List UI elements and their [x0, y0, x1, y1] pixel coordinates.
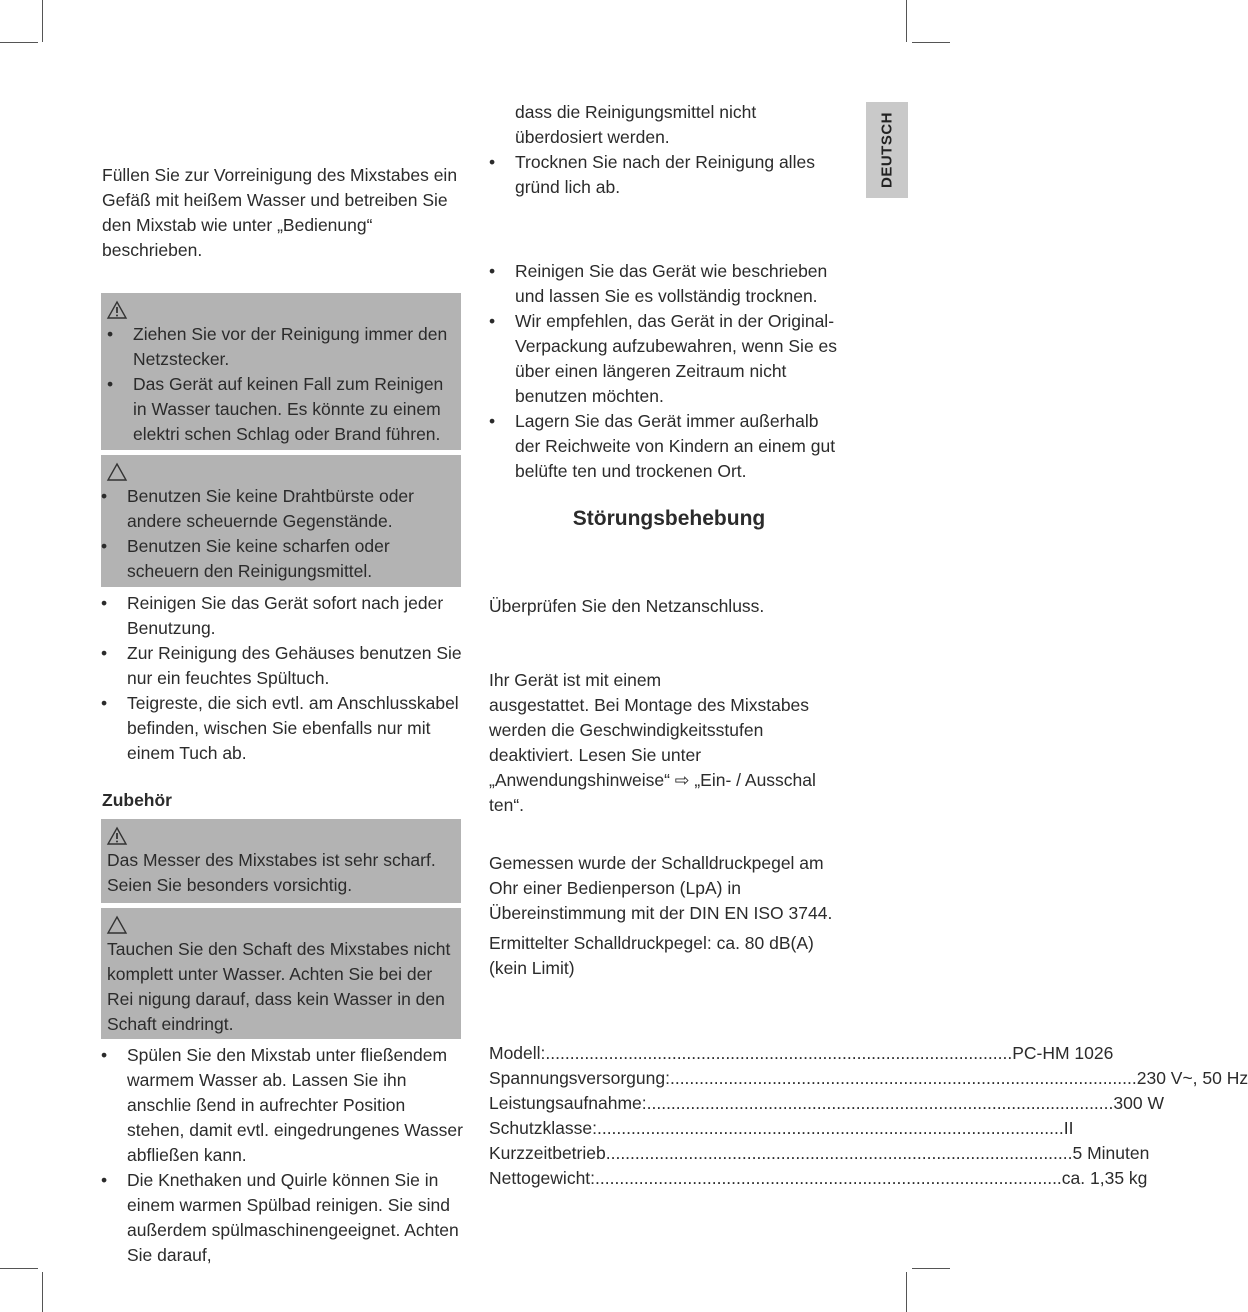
troubleshooting-heading: Störungsbehebung: [572, 507, 766, 530]
list-item: • Zur Reinigung des Gehäuses benutzen Sie nur ein feuchtes Spültuch.: [101, 641, 463, 691]
spec-label: Nettogewicht:: [489, 1168, 596, 1188]
caution-triangle-icon: [107, 461, 127, 483]
list-item: • Reinigen Sie das Gerät sofort nach jeder Benutzung.: [101, 591, 463, 641]
warning-text: Das Messer des Mixstabes ist sehr scharf. Seien Sie besonders vorsichtig.: [107, 850, 436, 895]
list-item: • Trocknen Sie nach der Reinigung alles gründ lich ab.: [489, 150, 845, 200]
spec-row: [489, 1041, 1114, 1066]
cleaning-list: [101, 591, 463, 766]
caution-item: • Benutzen Sie keine scharfen oder scheuern den Reinigungsmittel.: [101, 534, 455, 584]
language-tab: [866, 102, 908, 198]
caution-triangle-icon: [107, 914, 127, 936]
crop-mark: [906, 0, 907, 42]
spec-value: II: [1063, 1118, 1074, 1138]
warning-item: • Ziehen Sie vor der Reinigung immer den Netzstecker.: [107, 322, 455, 372]
list-item: • Teigreste, die sich evtl. am Anschlusskabel befinden, wischen Sie ebenfalls nur mit einem Tuch ab.: [101, 691, 463, 766]
continued-text: dass die Reinigungsmittel nicht überdosiert werden.: [515, 102, 757, 147]
warning-triangle-icon: [107, 299, 127, 321]
caution-box-water: [101, 908, 461, 1039]
specs-table: [489, 1041, 1248, 1191]
noise-level-paragraph: Ermittelter Schalldruckpegel: ca. 80 dB(A) (kein Limit): [489, 933, 814, 978]
spec-label: Modell:: [489, 1043, 546, 1063]
list-item: • Wir empfehlen, das Gerät in der Original-Verpackung aufzubewahren, wenn Sie es über einen längeren Zeitraum nicht benutzen möchten.: [489, 309, 845, 409]
crop-mark: [912, 42, 950, 43]
list-item: • Spülen Sie den Mixstab unter fließendem warmem Wasser ab. Lassen Sie ihn anschlie ßend in aufrechter Position stehen, damit evtl. eingedrungenes Wasser abfließen kann.: [101, 1043, 463, 1168]
crop-mark: [912, 1268, 950, 1269]
caution-box-abrasives: [101, 455, 461, 587]
spec-row: [489, 1091, 1164, 1116]
crop-mark: [0, 42, 38, 43]
crop-mark: [42, 0, 43, 42]
spec-dots: ................................................................................................: [605, 1143, 1073, 1163]
warning-triangle-icon: [107, 825, 127, 847]
spec-value: PC-HM 1026: [1012, 1043, 1114, 1063]
warning-list: [107, 322, 455, 447]
spec-label: Kurzzeitbetrieb: [489, 1143, 606, 1163]
safety-switch-line: Ihr Gerät ist mit einem: [489, 670, 662, 690]
spec-dots: ................................................................................................: [646, 1093, 1114, 1113]
spec-label: Schutzklasse:: [489, 1118, 597, 1138]
spec-dots: ................................................................................................: [669, 1068, 1137, 1088]
list-item: • Reinigen Sie das Gerät wie beschrieben und lassen Sie es vollständig trocknen.: [489, 259, 845, 309]
caution-text: Tauchen Sie den Schaft des Mixstabes nicht komplett unter Wasser. Achten Sie bei der Rei nigung darauf, dass kein Wasser in den Schaft eindringt.: [107, 939, 451, 1034]
list-item: • Die Knethaken und Quirle können Sie in einem warmen Spülbad reinigen. Sie sind außerdem spülmaschinengeeignet. Achten Sie darauf,: [101, 1168, 463, 1268]
noise-paragraph: Gemessen wurde der Schalldruckpegel am Ohr einer Bedienperson (LpA) in Übereinstimmung mit der DIN EN ISO 3744.: [489, 853, 833, 923]
caution-list: [101, 484, 455, 584]
warning-box-electric: [101, 293, 461, 450]
rinse-list: [101, 1043, 463, 1268]
spec-dots: ................................................................................................: [596, 1118, 1064, 1138]
spec-value: 5 Minuten: [1072, 1143, 1150, 1163]
storage-list: [489, 259, 845, 484]
pre-cleaning-paragraph: Füllen Sie zur Vorreinigung des Mixstabes ein Gefäß mit heißem Wasser und betreiben Sie den Mixstab wie unter „Bedienung“ beschrieben.: [102, 165, 458, 260]
spec-label: Leistungsaufnahme:: [489, 1093, 647, 1113]
language-tab-label: DEUTSCH: [878, 111, 896, 189]
spec-row: [489, 1141, 1150, 1166]
list-item: • Lagern Sie das Gerät immer außerhalb der Reichweite von Kindern an einem gut belüfte ten und trockenen Ort.: [489, 409, 845, 484]
accessories-heading: Zubehör: [102, 790, 172, 810]
spec-dots: ................................................................................................: [595, 1168, 1062, 1188]
crop-mark: [42, 1272, 43, 1312]
spec-value: 230 V~, 50 Hz: [1136, 1068, 1248, 1088]
dry-list: [489, 150, 845, 200]
warning-item: • Das Gerät auf keinen Fall zum Reinigen in Wasser tauchen. Es könnte zu einem elektri schen Schlag oder Brand führen.: [107, 372, 455, 447]
spec-value: 300 W: [1113, 1093, 1164, 1113]
crop-mark: [0, 1268, 38, 1269]
check-power-text: Überprüfen Sie den Netzanschluss.: [489, 596, 765, 616]
spec-dots: ................................................................................................: [545, 1043, 1013, 1063]
spec-label: Spannungsversorgung:: [489, 1068, 670, 1088]
warning-box-blade: [101, 819, 461, 903]
spec-row: [489, 1116, 1074, 1141]
caution-item: • Benutzen Sie keine Drahtbürste oder andere scheuernde Gegenstände.: [101, 484, 455, 534]
spec-value: ca. 1,35 kg: [1061, 1168, 1148, 1188]
spec-row: [489, 1166, 1148, 1191]
crop-mark: [906, 1272, 907, 1312]
safety-switch-text: ausgestattet. Bei Montage des Mixstabes werden die Geschwindigkeitsstufen deaktiviert. Lesen Sie unter „Anwendungshinweise“ ⇨ „Ein- / Ausschal ten“.: [489, 695, 816, 815]
spec-row: [489, 1066, 1248, 1091]
